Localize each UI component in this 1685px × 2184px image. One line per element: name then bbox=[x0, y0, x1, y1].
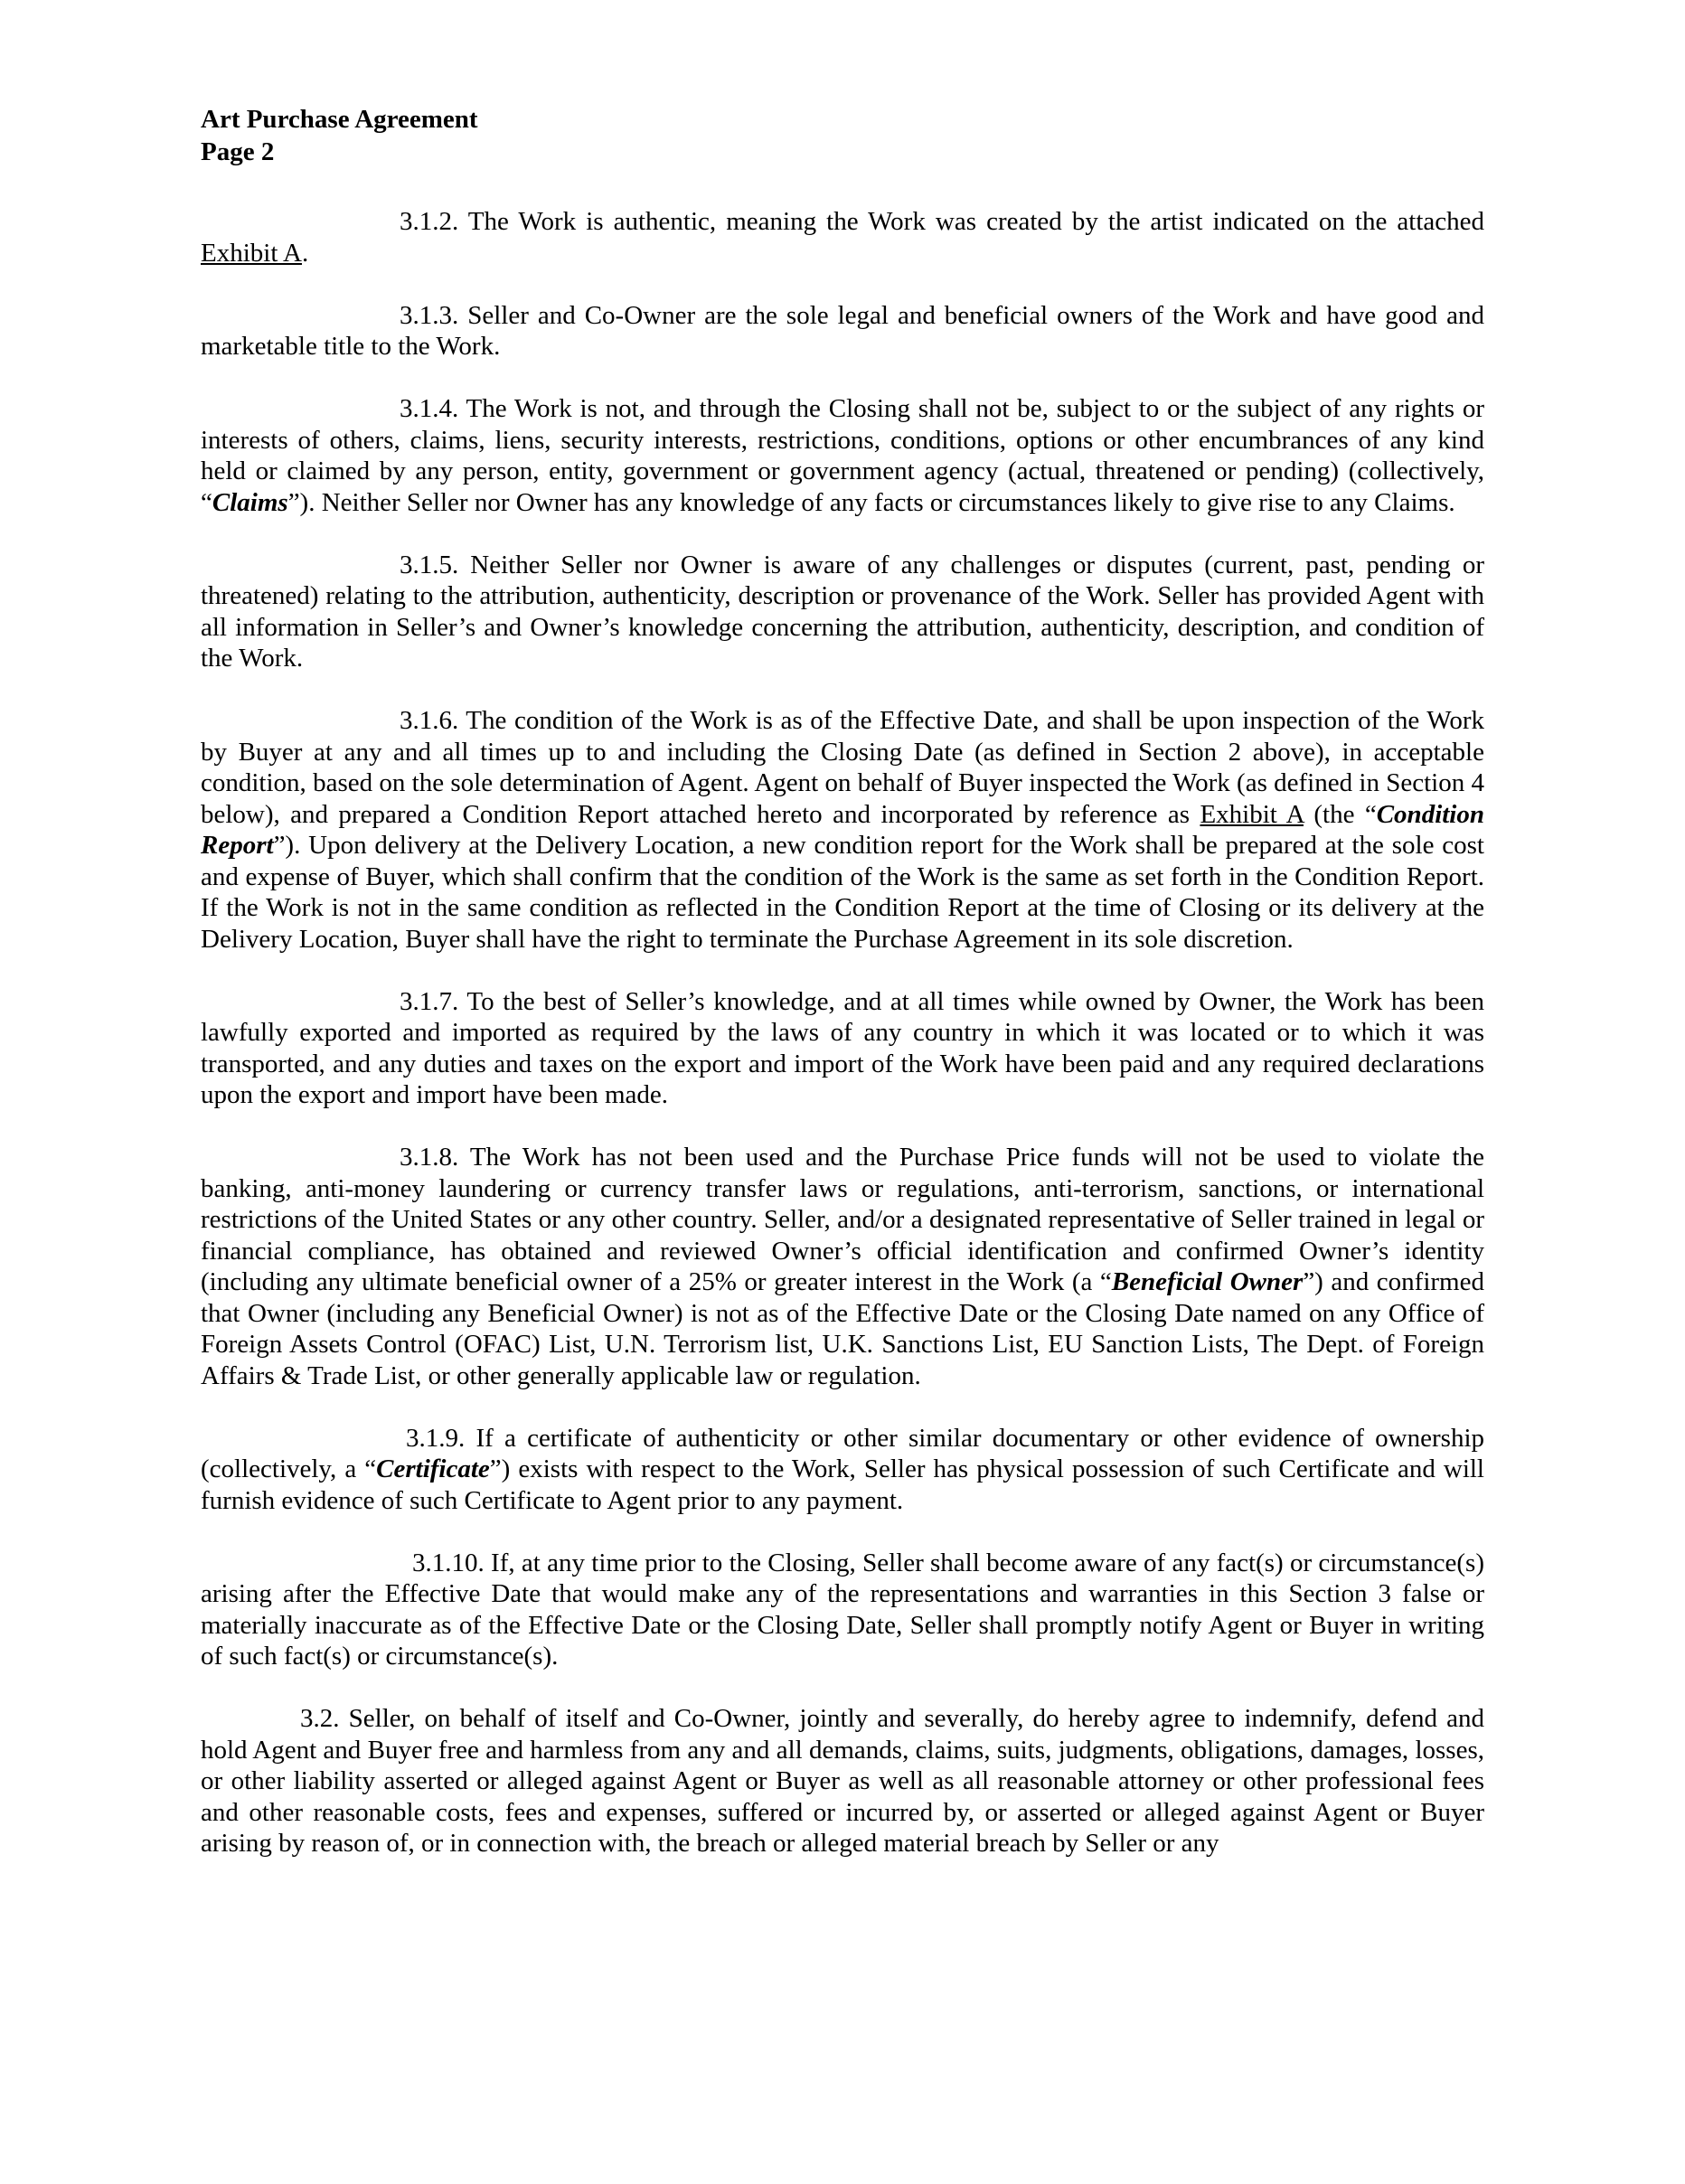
clause-text: 3.1.3. Seller and Co-Owner are the sole legal and beneficial owners of the Work and have good and marketable title to the Work. bbox=[201, 300, 1484, 361]
clause-3-1-3 bbox=[201, 300, 1484, 362]
clause-text: 3.1.7. To the best of Seller’s knowledge, and at all times while owned by Owner, the Work has been lawfully exported and imported as required by the laws of any country in which it was located or to which it was transported, and any duties and taxes on the export and import of the Work have been paid and any required declarations upon the export and import have been made. bbox=[201, 986, 1484, 1109]
clause-3-1-7 bbox=[201, 986, 1484, 1111]
clause-text: 3.1.6. The condition of the Work is as of the Effective Date, and shall be upon inspection of the Work by Buyer at any and all times up to and including the Closing Date (as defined in Section 2 above), in acceptable condition, based on the sole determination of Agent. Agent on behalf of Buyer inspected the Work (as defined in Section 4 below), and prepared a Condition Report attached hereto and incorporated by reference as bbox=[201, 706, 1484, 829]
clause-3-1-2 bbox=[201, 206, 1484, 268]
clause-3-1-4 bbox=[201, 393, 1484, 518]
clause-text: ”). Upon delivery at the Delivery Location, a new condition report for the Work shall be prepared at the sole cost and expense of Buyer, which shall confirm that the condition of the Work is the same as set forth in the Condition Report. If the Work is not in the same condition as reflected in the Condition Report at the time of Closing or its delivery at the Delivery Location, Buyer shall have the right to terminate the Purchase Agreement in its sole discretion. bbox=[201, 831, 1484, 954]
document-page bbox=[201, 103, 1484, 1859]
clause-text: ”). Neither Seller nor Owner has any knowledge of any facts or circumstances likely to give rise to any Claims. bbox=[287, 487, 1455, 517]
clause-3-2 bbox=[201, 1703, 1484, 1859]
clause-text: 3.1.8. The Work has not been used and the Purchase Price funds will not be used to violate the banking, anti-money laundering or currency transfer laws or regulations, anti-terrorism, sanctions, or international restrictions of the United States or any other country. Seller, and/or a designated representative of Seller trained in legal or financial compliance, has obtained and reviewed Owner’s official identification and confirmed Owner’s identity (including any ultimate beneficial owner of a 25% or greater interest in the Work (a “ bbox=[201, 1143, 1484, 1296]
exhibit-a-reference: Exhibit A bbox=[1200, 799, 1304, 829]
clause-text: . bbox=[301, 238, 309, 268]
clause-3-1-5 bbox=[201, 550, 1484, 674]
clause-text: ”) and confirmed that Owner (including any Beneficial Owner) is not as of the Effective Date or the Closing Date named on any Office of Foreign Assets Control (OFAC) List, U.N. Terrorism list, U.K. Sanctions List, EU Sanction Lists, The Dept. of Foreign Affairs & Trade List, or other generally applicable law or regulation. bbox=[201, 1267, 1484, 1390]
exhibit-a-reference: Exhibit A bbox=[201, 238, 302, 268]
page-number: Page 2 bbox=[201, 137, 275, 166]
clause-text: 3.1.10. If, at any time prior to the Closing, Seller shall become aware of any fact(s) or circumstance(s) arising after the Effective Date that would make any of the representations and warranties in this Section 3 false or materially inaccurate as of the Effective Date or the Closing Date, Seller shall promptly notify Agent or Buyer in writing of such fact(s) or circumstance(s). bbox=[201, 1548, 1484, 1671]
clause-3-1-8 bbox=[201, 1142, 1484, 1391]
document-title: Art Purchase Agreement bbox=[201, 105, 478, 134]
clause-3-1-10 bbox=[201, 1548, 1484, 1672]
clause-text: (the “ bbox=[1303, 799, 1377, 829]
clause-text: 3.1.2. The Work is authentic, meaning the Work was created by the artist indicated on the attached bbox=[400, 207, 1484, 236]
clause-3-1-6 bbox=[201, 705, 1484, 955]
defined-term-claims: Claims bbox=[212, 487, 288, 517]
document-header bbox=[201, 103, 1484, 168]
defined-term-condition-report: Condition Report bbox=[201, 799, 1484, 860]
clause-text: 3.1.5. Neither Seller nor Owner is aware of any challenges or disputes (current, past, pending or threatened) relating to the attribution, authenticity, description or provenance of the Work. Seller has provided Agent with all information in Seller’s and Owner’s knowledge concerning the attribution, authenticity, description, and condition of the Work. bbox=[201, 550, 1484, 673]
clause-text: 3.1.4. The Work is not, and through the Closing shall not be, subject to or the subject of any rights or interests of others, claims, liens, security interests, restrictions, conditions, options or other encumbrances of any kind held or claimed by any person, entity, government or government agency (actual, threatened or pending) (collectively, “ bbox=[201, 394, 1484, 517]
clause-text: ”) exists with respect to the Work, Seller has physical possession of such Certificate and will furnish evidence of such Certificate to Agent prior to any payment. bbox=[201, 1454, 1484, 1515]
clause-text: 3.2. Seller, on behalf of itself and Co-Owner, jointly and severally, do hereby agree to indemnify, defend and hold Agent and Buyer free and harmless from any and all demands, claims, suits, judgments, obligations, damages, losses, or other liability asserted or alleged against Agent or Buyer as well as all reasonable attorney or other professional fees and other reasonable costs, fees and expenses, suffered or incurred by, or asserted or alleged against Agent or Buyer arising by reason of, or in connection with, the breach or alleged material breach by Seller or any bbox=[201, 1704, 1484, 1858]
defined-term-beneficial-owner: Beneficial Owner bbox=[1111, 1267, 1304, 1296]
defined-term-certificate: Certificate bbox=[376, 1454, 490, 1483]
clause-3-1-9 bbox=[201, 1423, 1484, 1517]
clause-text: 3.1.9. If a certificate of authenticity or other similar documentary or other evidence of ownership (collectively, a “ bbox=[201, 1423, 1484, 1483]
